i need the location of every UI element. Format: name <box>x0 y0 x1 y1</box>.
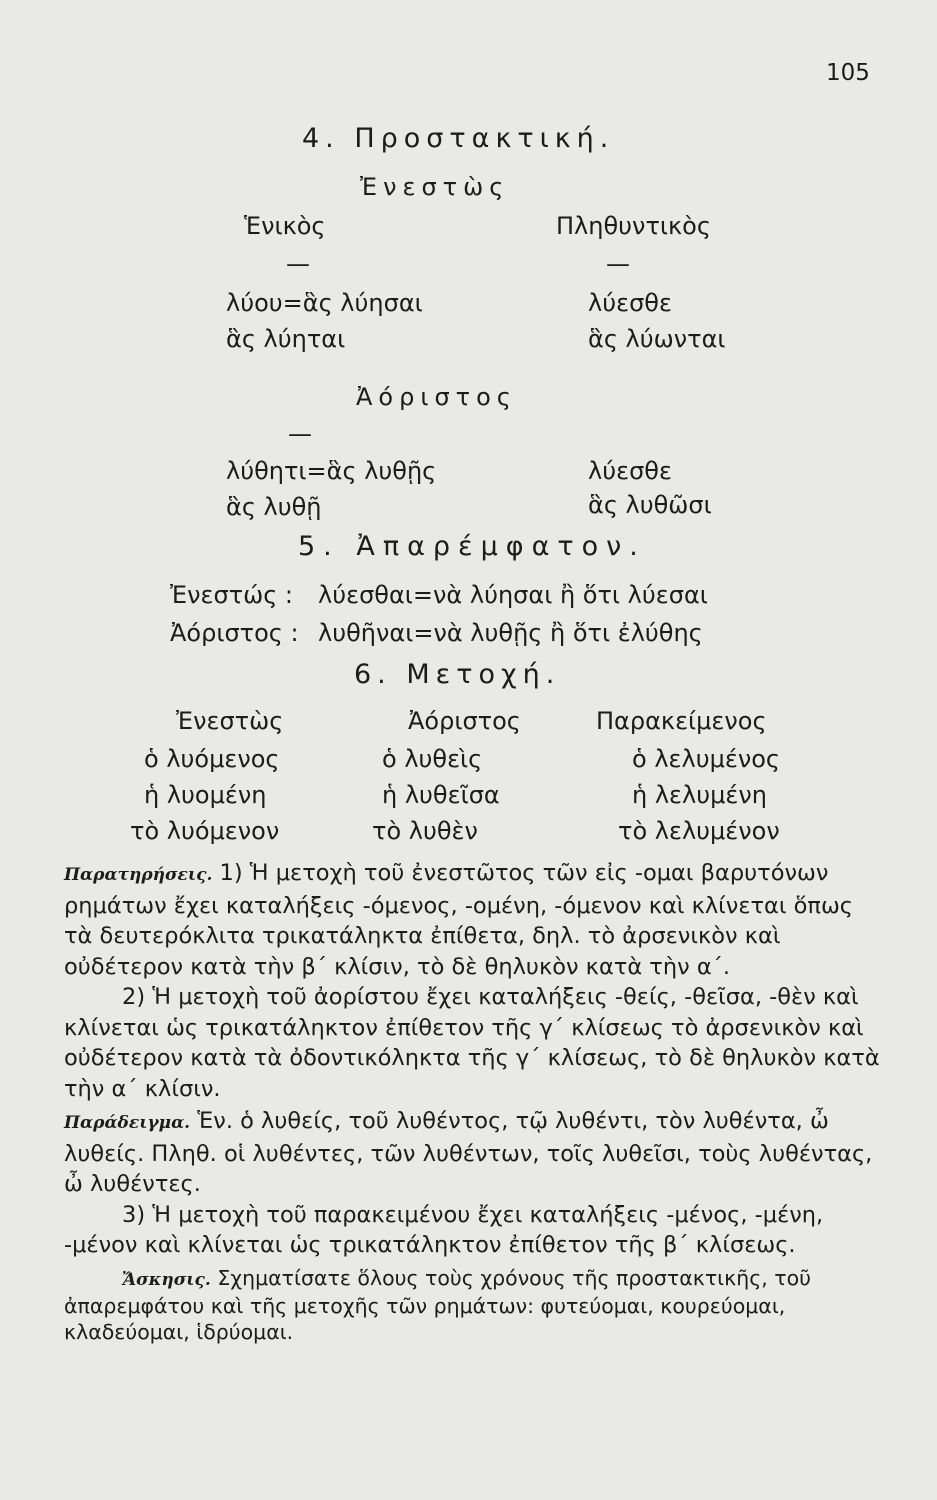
page-number: 105 <box>826 60 870 86</box>
aorist-singular-1: λύθητι=ἃς λυθῇς <box>226 457 437 485</box>
example-label: Παράδειγμα. <box>64 1113 191 1133</box>
note-1-text: 1) Ἡ μετοχὴ τοῦ ἐνεστῶτος τῶν εἰς -ομαι βαρυτόνων ρημάτων ἔχει καταλήξεις -όμενος, -ομένη, -όμενον καὶ κλίνεται ὅπως τὰ δευτερόκλιτα τρικατάληκτα ἐπίθετα, δηλ. τὸ ἀρσενικὸν καὶ οὐδέτερον κατὰ τὴν β΄ κλίσιν, τὸ δὲ θηλυκὸν κατὰ τὴν α΄. <box>64 860 854 980</box>
notes-label: Παρατηρήσεις. <box>64 865 213 885</box>
participle-perfect-masc: ὁ λελυμένος <box>632 745 780 773</box>
present-singular-1: λύου=ἃς λύησαι <box>226 289 423 317</box>
present-plural-2: ἃς λύωνται <box>588 325 726 353</box>
example-text: Ἑν. ὁ λυθείς, τοῦ λυθέντος, τῷ λυθέντι, τὸν λυθέντα, ὦ λυθείς. Πληθ. οἱ λυθέντες, τῶν λυθέντων, τοῖς λυθεῖσι, τοὺς λυθέντας, ὦ λυθέντες. <box>64 1108 873 1197</box>
infinitive-present-label: Ἐνεστώς : <box>170 581 293 609</box>
participle-present-fem: ἡ λυομένη <box>144 781 267 809</box>
exercise-label: Ἄσκησις. <box>122 1269 211 1290</box>
note-2: 2) Ἡ μετοχὴ τοῦ ἀορίστου ἔχει καταλήξεις -θείς, -θεῖσα, -θὲν καὶ κλίνεται ὡς τρικατάληκτον ἐπίθετον τῆς γ΄ κλίσεως τὸ ἀρσενικὸν καὶ οὐδέτερον κατὰ τὰ ὀδοντικόληκτα τῆς γ΄ κλίσεως, τὸ δὲ θηλυκὸν κατὰ τὴν α΄ κλίσιν. <box>64 984 880 1102</box>
aorist-singular-2: ἃς λυθῇ <box>226 493 322 521</box>
infinitive-aorist-text: λυθῆναι=νὰ λυθῇς ἢ ὅτι ἐλύθης <box>318 619 703 647</box>
present-singular-2: ἃς λύηται <box>226 325 346 353</box>
participle-present-neut: τὸ λυόμενον <box>130 817 280 845</box>
infinitive-aorist-label: Ἀόριστος : <box>170 619 299 647</box>
section-5-heading: 5. Ἀπαρέμφατον. <box>298 531 646 562</box>
note-1 <box>64 858 884 982</box>
aorist-label: Ἀόριστος <box>356 383 517 411</box>
present-label: Ἐνεστὼς <box>360 173 510 201</box>
section-6-heading: 6. Μετοχή. <box>354 659 561 690</box>
plural-header: Πληθυντικὸς <box>556 212 711 240</box>
singular-dash: — <box>286 250 310 278</box>
aorist-dash: — <box>288 420 312 448</box>
exercise <box>64 1265 884 1345</box>
singular-header: Ἑνικὸς <box>244 212 326 240</box>
infinitive-present-text: λύεσθαι=νὰ λύησαι ἢ ὅτι λύεσαι <box>318 581 708 609</box>
participle-aorist-header: Ἀόριστος <box>408 707 521 735</box>
participle-aorist-masc: ὁ λυθεὶς <box>382 745 483 773</box>
aorist-plural-1: λύεσθε <box>588 457 672 485</box>
participle-present-masc: ὁ λυόμενος <box>144 745 280 773</box>
note-3: 3) Ἡ μετοχὴ τοῦ παρακειμένου ἔχει καταλήξεις -μένος, -μένη, -μένον καὶ κλίνεται ὡς τρικατάληκτον ἐπίθετον τῆς β΄ κλίσεως. <box>64 1201 824 1258</box>
participle-present-header: Ἐνεστὼς <box>176 707 284 735</box>
section-4-heading: 4. Προστακτική. <box>302 123 615 154</box>
participle-perfect-fem: ἡ λελυμένη <box>632 781 767 809</box>
aorist-plural-2: ἃς λυθῶσι <box>588 491 712 519</box>
present-plural-1: λύεσθε <box>588 289 672 317</box>
notes-block <box>64 858 884 1345</box>
plural-dash: — <box>606 250 630 278</box>
participle-aorist-fem: ἡ λυθεῖσα <box>382 781 500 809</box>
example <box>64 1106 884 1200</box>
participle-perfect-header: Παρακείμενος <box>596 707 767 735</box>
exercise-text: Σχηματίσατε ὅλους τοὺς χρόνους τῆς προστακτικῆς, τοῦ ἀπαρεμφάτου καὶ τῆς μετοχῆς τῶν ρημάτων: φυτεύομαι, κουρεύομαι, κλαδεύομαι, ἱδρύομαι. <box>64 1265 812 1344</box>
participle-aorist-neut: τὸ λυθὲν <box>372 817 478 845</box>
participle-perfect-neut: τὸ λελυμένον <box>618 817 780 845</box>
